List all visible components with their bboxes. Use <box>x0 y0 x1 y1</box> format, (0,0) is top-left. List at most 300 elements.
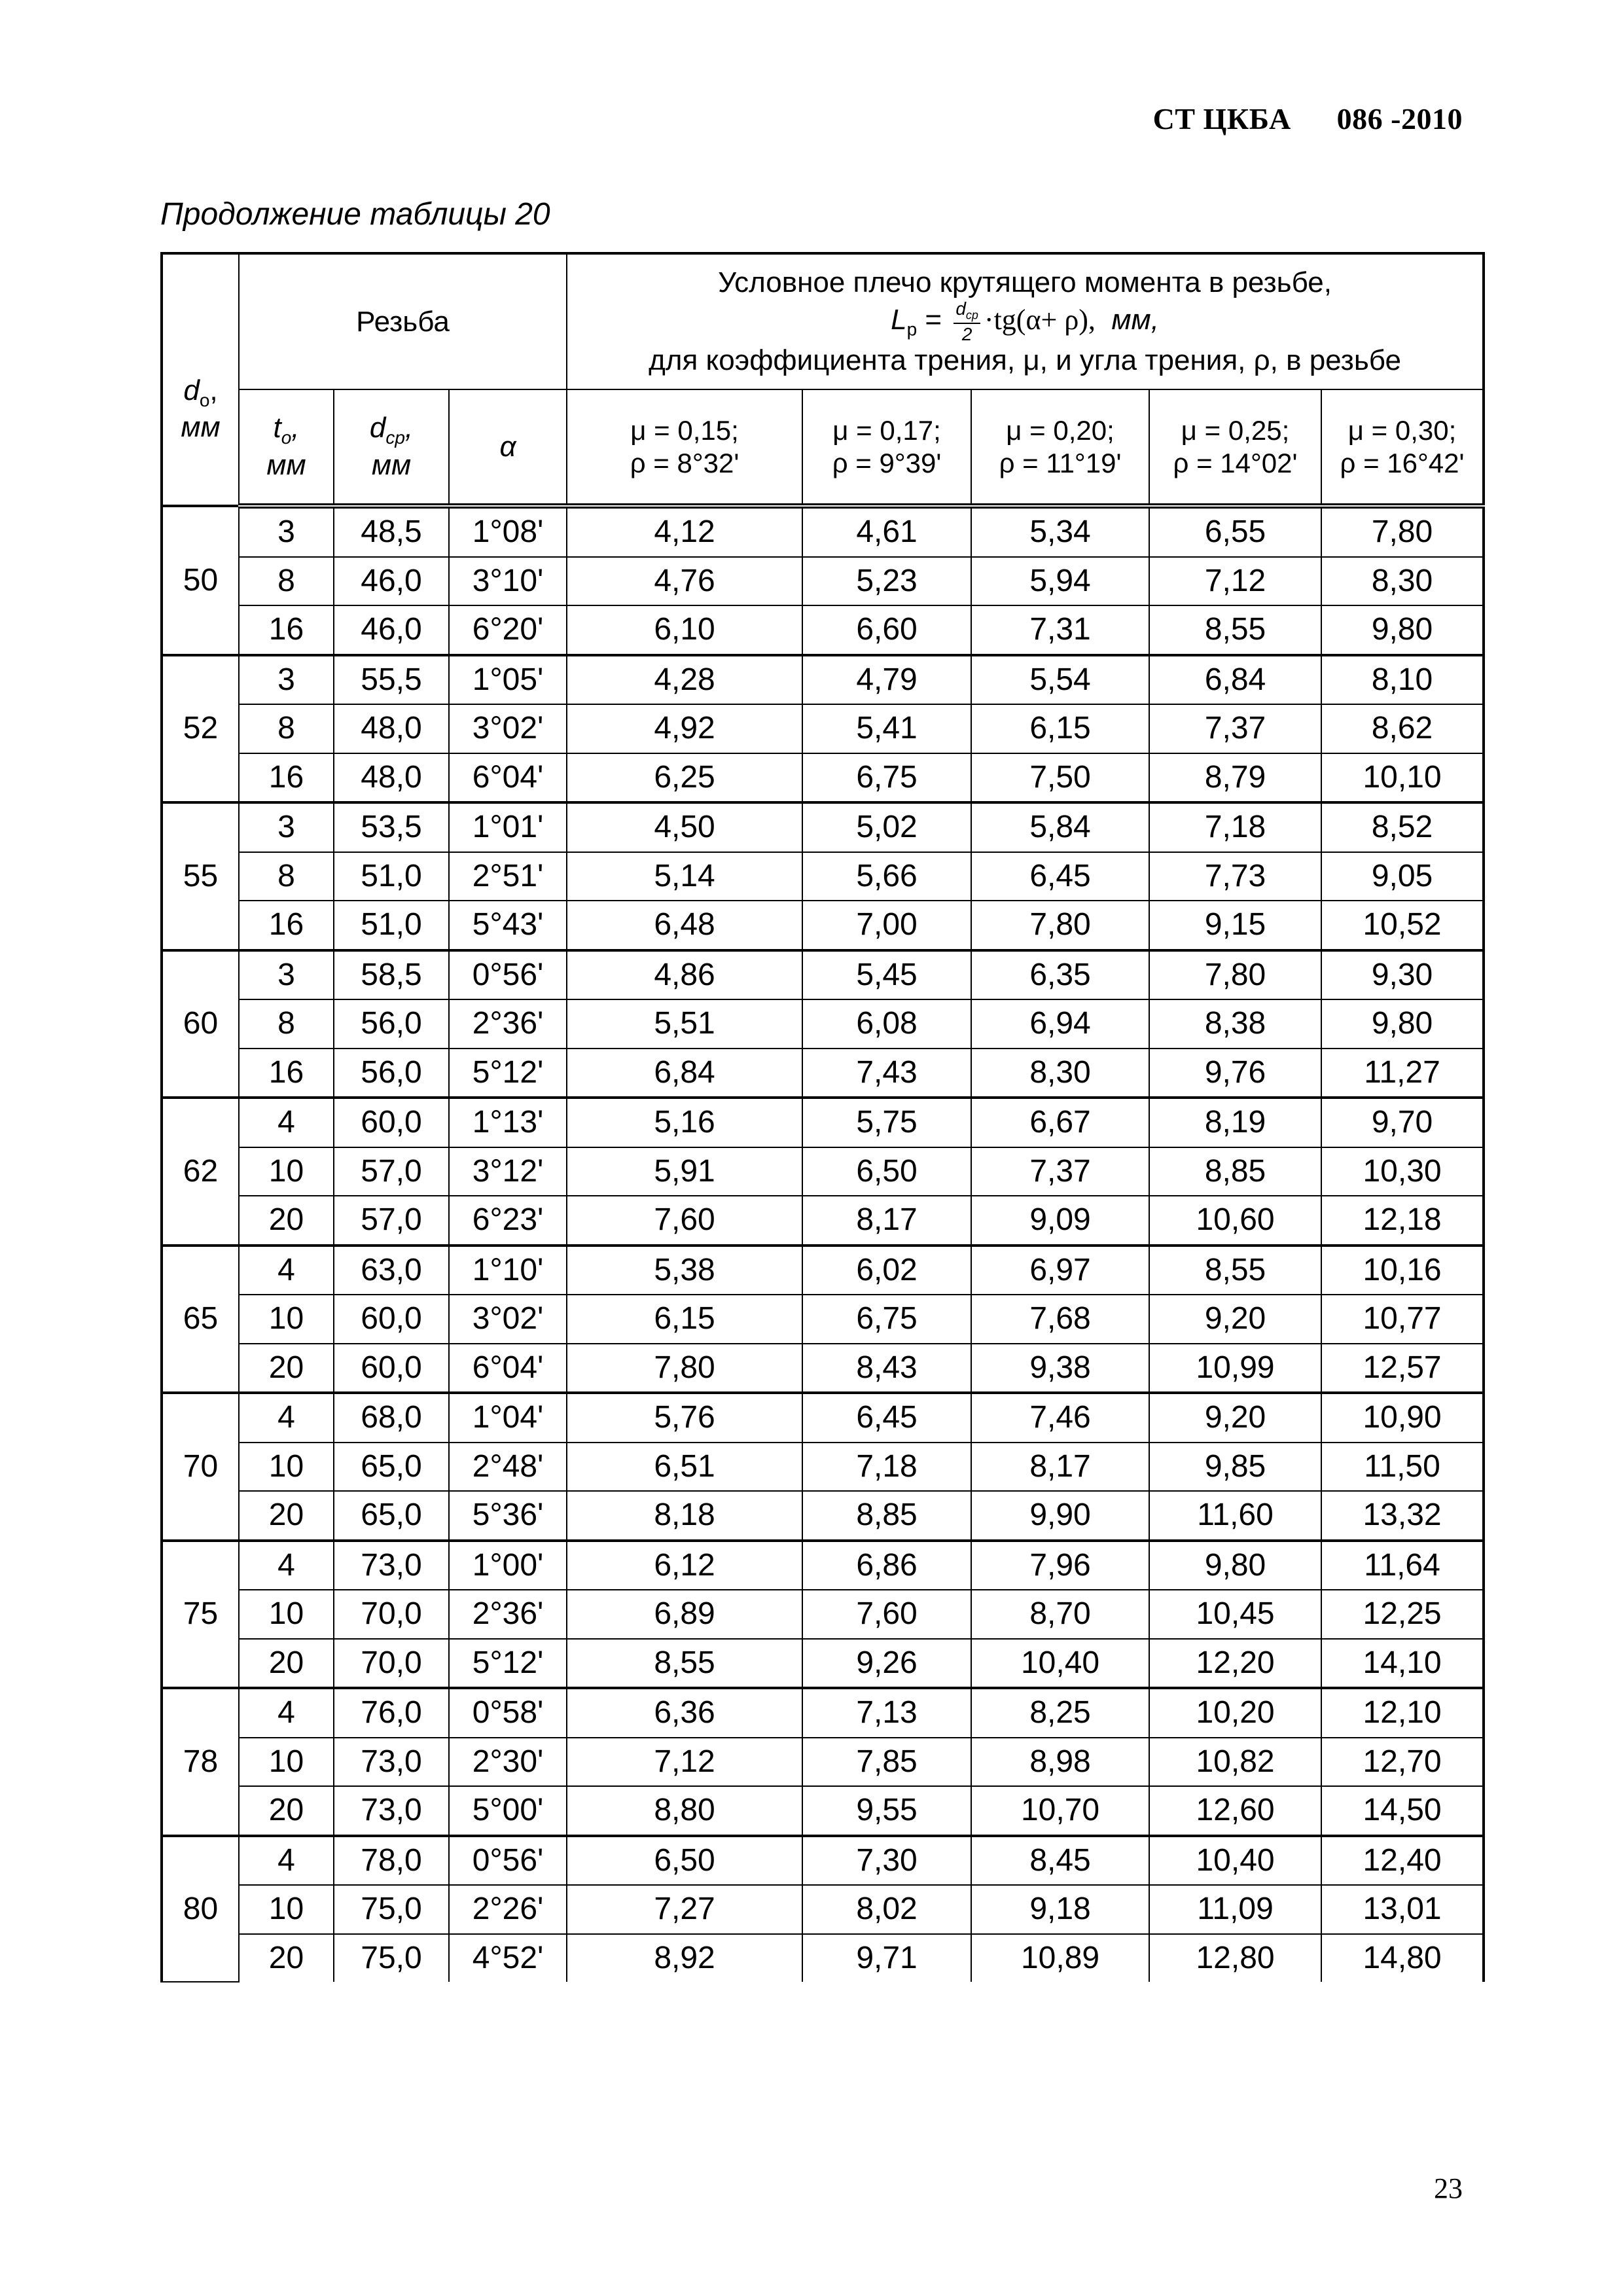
table-row <box>162 1541 1484 1590</box>
cell-alpha: 2°30' <box>449 1738 567 1787</box>
cell-arm-value: 7,80 <box>1149 950 1321 1000</box>
cell-arm-value: 8,55 <box>1149 1246 1321 1295</box>
table-row <box>162 1196 1484 1246</box>
cell-dcp: 51,0 <box>334 852 449 901</box>
cell-arm-value: 6,35 <box>971 950 1149 1000</box>
header-alpha: α <box>449 389 567 506</box>
cell-to: 16 <box>239 753 334 803</box>
cell-arm-value: 7,80 <box>1321 506 1484 557</box>
cell-arm-value: 5,54 <box>971 655 1149 705</box>
cell-dcp: 78,0 <box>334 1836 449 1886</box>
cell-arm-value: 12,20 <box>1149 1639 1321 1689</box>
cell-alpha: 1°01' <box>449 802 567 852</box>
cell-arm-value: 10,89 <box>971 1934 1149 1982</box>
header-to: $t_о$, мм <box>239 389 334 506</box>
cell-arm-value: 8,18 <box>567 1491 802 1541</box>
cell-to: 4 <box>239 1836 334 1886</box>
table-row <box>162 1934 1484 1982</box>
cell-arm-value: 5,51 <box>567 999 802 1049</box>
cell-to: 8 <box>239 557 334 606</box>
cell-arm-value: 8,19 <box>1149 1098 1321 1147</box>
cell-arm-value: 5,14 <box>567 852 802 901</box>
cell-arm-value: 8,85 <box>1149 1147 1321 1196</box>
cell-arm-value: 6,50 <box>802 1147 971 1196</box>
cell-to: 3 <box>239 506 334 557</box>
cell-arm-value: 6,45 <box>802 1393 971 1443</box>
cell-dcp: 60,0 <box>334 1295 449 1344</box>
header-dcp-unit: мм <box>371 448 412 481</box>
cell-arm-value: 9,20 <box>1149 1393 1321 1443</box>
cell-arm-value: 6,84 <box>567 1049 802 1098</box>
cell-dcp: 76,0 <box>334 1688 449 1738</box>
cell-arm-value: 5,66 <box>802 852 971 901</box>
cell-arm-value: 9,80 <box>1321 605 1484 655</box>
cell-arm-value: 10,10 <box>1321 753 1484 803</box>
cell-dcp: 73,0 <box>334 1738 449 1787</box>
cell-arm-value: 8,38 <box>1149 999 1321 1049</box>
cell-arm-value: 4,86 <box>567 950 802 1000</box>
cell-dcp: 60,0 <box>334 1098 449 1147</box>
cell-arm-value: 6,51 <box>567 1443 802 1492</box>
cell-arm-value: 9,26 <box>802 1639 971 1689</box>
table-row <box>162 901 1484 950</box>
cell-arm-value: 14,50 <box>1321 1786 1484 1836</box>
cell-arm-value: 5,23 <box>802 557 971 606</box>
cell-alpha: 2°36' <box>449 1590 567 1639</box>
header-arm-title: Условное плечо крутящего момента в резьбе, <box>718 266 1332 299</box>
cell-arm-value: 6,55 <box>1149 506 1321 557</box>
formula-equals: = <box>917 304 950 336</box>
cell-arm-value: 10,30 <box>1321 1147 1484 1196</box>
cell-dcp: 60,0 <box>334 1344 449 1393</box>
table-row <box>162 999 1484 1049</box>
table-row <box>162 1098 1484 1147</box>
cell-arm-value: 12,40 <box>1321 1836 1484 1886</box>
cell-to: 20 <box>239 1491 334 1541</box>
cell-do: 65 <box>162 1246 239 1393</box>
header-mu-030 <box>1321 389 1484 506</box>
cell-to: 10 <box>239 1885 334 1934</box>
cell-to: 8 <box>239 704 334 753</box>
table-body <box>162 506 1484 1982</box>
cell-alpha: 2°51' <box>449 852 567 901</box>
standard-number: 086 -2010 <box>1336 102 1463 135</box>
cell-arm-value: 7,50 <box>971 753 1149 803</box>
table-row <box>162 1590 1484 1639</box>
cell-arm-value: 9,15 <box>1149 901 1321 950</box>
cell-arm-value: 5,16 <box>567 1098 802 1147</box>
cell-arm-value: 10,90 <box>1321 1393 1484 1443</box>
cell-dcp: 56,0 <box>334 1049 449 1098</box>
cell-arm-value: 6,86 <box>802 1541 971 1590</box>
cell-arm-value: 11,64 <box>1321 1541 1484 1590</box>
cell-arm-value: 8,80 <box>567 1786 802 1836</box>
header-mu-value: μ = 0,30; <box>1347 414 1457 446</box>
cell-arm-value: 7,12 <box>1149 557 1321 606</box>
header-dcp-symbol: d <box>369 412 386 444</box>
cell-arm-value: 7,37 <box>1149 704 1321 753</box>
cell-arm-value: 7,43 <box>802 1049 971 1098</box>
cell-alpha: 0°56' <box>449 950 567 1000</box>
cell-arm-value: 10,45 <box>1149 1590 1321 1639</box>
cell-to: 20 <box>239 1196 334 1246</box>
cell-arm-value: 9,85 <box>1149 1443 1321 1492</box>
cell-dcp: 48,0 <box>334 753 449 803</box>
header-do-separator: , <box>209 374 218 406</box>
cell-dcp: 58,5 <box>334 950 449 1000</box>
cell-arm-value: 6,89 <box>567 1590 802 1639</box>
cell-alpha: 3°02' <box>449 1295 567 1344</box>
cell-to: 3 <box>239 950 334 1000</box>
cell-arm-value: 5,45 <box>802 950 971 1000</box>
table-row <box>162 753 1484 803</box>
cell-arm-value: 7,60 <box>567 1196 802 1246</box>
cell-arm-value: 5,94 <box>971 557 1149 606</box>
cell-do: 60 <box>162 950 239 1098</box>
cell-arm-value: 8,92 <box>567 1934 802 1982</box>
cell-arm-value: 7,30 <box>802 1836 971 1886</box>
cell-arm-value: 7,00 <box>802 901 971 950</box>
header-dcp-subscript: ср <box>385 427 405 448</box>
cell-dcp: 48,5 <box>334 506 449 557</box>
cell-dcp: 70,0 <box>334 1639 449 1689</box>
cell-do: 75 <box>162 1541 239 1689</box>
cell-to: 4 <box>239 1098 334 1147</box>
cell-arm-value: 9,71 <box>802 1934 971 1982</box>
cell-arm-value: 8,17 <box>802 1196 971 1246</box>
cell-alpha: 1°10' <box>449 1246 567 1295</box>
formula-rhs: ·tg(α+ ρ), <box>984 304 1096 336</box>
header-arm-formula <box>567 300 1482 344</box>
cell-arm-value: 8,17 <box>971 1443 1149 1492</box>
cell-to: 4 <box>239 1393 334 1443</box>
header-rho-value: ρ = 8°32' <box>630 447 740 478</box>
cell-arm-value: 9,05 <box>1321 852 1484 901</box>
cell-do: 80 <box>162 1836 239 1982</box>
cell-dcp: 70,0 <box>334 1590 449 1639</box>
cell-arm-value: 8,70 <box>971 1590 1149 1639</box>
cell-dcp: 73,0 <box>334 1541 449 1590</box>
cell-arm-value: 8,45 <box>971 1836 1149 1886</box>
cell-to: 10 <box>239 1147 334 1196</box>
formula-fraction-numerator-subscript: ср <box>965 308 978 322</box>
cell-arm-value: 4,28 <box>567 655 802 705</box>
header-do-symbol: d <box>183 374 200 406</box>
cell-to: 10 <box>239 1295 334 1344</box>
cell-arm-value: 6,15 <box>971 704 1149 753</box>
cell-arm-value: 8,55 <box>567 1639 802 1689</box>
cell-arm-value: 7,80 <box>567 1344 802 1393</box>
cell-arm-value: 6,75 <box>802 753 971 803</box>
table-row <box>162 1836 1484 1886</box>
header-rho-value: ρ = 14°02' <box>1173 447 1298 478</box>
header-rho-value: ρ = 16°42' <box>1340 447 1465 478</box>
cell-arm-value: 10,60 <box>1149 1196 1321 1246</box>
cell-arm-value: 6,02 <box>802 1246 971 1295</box>
cell-arm-value: 4,76 <box>567 557 802 606</box>
cell-arm-value: 10,82 <box>1149 1738 1321 1787</box>
cell-dcp: 46,0 <box>334 557 449 606</box>
cell-arm-value: 5,84 <box>971 802 1149 852</box>
cell-alpha: 5°00' <box>449 1786 567 1836</box>
cell-to: 10 <box>239 1443 334 1492</box>
formula-unit: мм, <box>1111 304 1159 336</box>
cell-arm-value: 10,40 <box>1149 1836 1321 1886</box>
table-row <box>162 506 1484 557</box>
header-mu-value: μ = 0,25; <box>1181 414 1290 446</box>
cell-dcp: 75,0 <box>334 1885 449 1934</box>
cell-arm-value: 5,41 <box>802 704 971 753</box>
cell-arm-value: 8,55 <box>1149 605 1321 655</box>
header-to-subscript: о <box>281 427 292 448</box>
header-thread-group: Резьба <box>239 253 567 389</box>
cell-arm-value: 4,79 <box>802 655 971 705</box>
cell-arm-value: 10,99 <box>1149 1344 1321 1393</box>
cell-alpha: 1°13' <box>449 1098 567 1147</box>
cell-alpha: 6°23' <box>449 1196 567 1246</box>
cell-arm-value: 8,79 <box>1149 753 1321 803</box>
formula-lhs-subscript: p <box>906 319 918 340</box>
cell-alpha: 0°56' <box>449 1836 567 1886</box>
cell-do: 78 <box>162 1688 239 1836</box>
table-row <box>162 1049 1484 1098</box>
cell-arm-value: 9,18 <box>971 1885 1149 1934</box>
cell-arm-value: 6,48 <box>567 901 802 950</box>
cell-arm-value: 5,02 <box>802 802 971 852</box>
cell-alpha: 1°05' <box>449 655 567 705</box>
cell-arm-value: 7,31 <box>971 605 1149 655</box>
cell-dcp: 53,5 <box>334 802 449 852</box>
cell-to: 8 <box>239 999 334 1049</box>
cell-dcp: 51,0 <box>334 901 449 950</box>
table-row <box>162 852 1484 901</box>
cell-arm-value: 4,92 <box>567 704 802 753</box>
cell-arm-value: 12,10 <box>1321 1688 1484 1738</box>
cell-to: 16 <box>239 605 334 655</box>
table-row <box>162 1443 1484 1492</box>
table-row <box>162 1738 1484 1787</box>
cell-do: 62 <box>162 1098 239 1246</box>
cell-arm-value: 4,12 <box>567 506 802 557</box>
cell-to: 8 <box>239 852 334 901</box>
cell-dcp: 75,0 <box>334 1934 449 1982</box>
cell-dcp: 65,0 <box>334 1443 449 1492</box>
cell-to: 4 <box>239 1541 334 1590</box>
cell-alpha: 2°36' <box>449 999 567 1049</box>
table-row <box>162 605 1484 655</box>
table-row <box>162 1393 1484 1443</box>
cell-arm-value: 13,01 <box>1321 1885 1484 1934</box>
cell-arm-value: 7,13 <box>802 1688 971 1738</box>
cell-arm-value: 12,18 <box>1321 1196 1484 1246</box>
cell-dcp: 57,0 <box>334 1147 449 1196</box>
cell-arm-value: 6,84 <box>1149 655 1321 705</box>
cell-arm-value: 7,18 <box>802 1443 971 1492</box>
cell-alpha: 4°52' <box>449 1934 567 1982</box>
cell-arm-value: 7,96 <box>971 1541 1149 1590</box>
header-do-subscript: о <box>199 389 210 410</box>
cell-alpha: 3°02' <box>449 704 567 753</box>
cell-arm-value: 5,34 <box>971 506 1149 557</box>
cell-to: 4 <box>239 1246 334 1295</box>
cell-arm-value: 8,52 <box>1321 802 1484 852</box>
cell-alpha: 3°10' <box>449 557 567 606</box>
cell-arm-value: 6,08 <box>802 999 971 1049</box>
cell-arm-value: 7,80 <box>971 901 1149 950</box>
cell-arm-value: 6,60 <box>802 605 971 655</box>
cell-arm-value: 12,25 <box>1321 1590 1484 1639</box>
cell-to: 3 <box>239 802 334 852</box>
cell-arm-value: 7,85 <box>802 1738 971 1787</box>
header-mu-020 <box>971 389 1149 506</box>
cell-to: 16 <box>239 901 334 950</box>
cell-arm-value: 8,25 <box>971 1688 1149 1738</box>
header-arm-group <box>567 253 1484 389</box>
table-row <box>162 557 1484 606</box>
header-mu-value: μ = 0,15; <box>630 414 739 446</box>
cell-dcp: 55,5 <box>334 655 449 705</box>
cell-arm-value: 9,30 <box>1321 950 1484 1000</box>
standard-code: СТ ЦКБА <box>1152 102 1291 135</box>
formula-fraction <box>954 300 980 344</box>
cell-arm-value: 5,91 <box>567 1147 802 1196</box>
cell-dcp: 73,0 <box>334 1786 449 1836</box>
cell-do: 52 <box>162 655 239 803</box>
cell-arm-value: 8,62 <box>1321 704 1484 753</box>
cell-arm-value: 9,20 <box>1149 1295 1321 1344</box>
cell-arm-value: 9,70 <box>1321 1098 1484 1147</box>
cell-do: 55 <box>162 802 239 950</box>
cell-arm-value: 14,80 <box>1321 1934 1484 1982</box>
cell-arm-value: 9,38 <box>971 1344 1149 1393</box>
header-rho-value: ρ = 9°39' <box>832 447 942 478</box>
cell-arm-value: 6,67 <box>971 1098 1149 1147</box>
header-mu-025 <box>1149 389 1321 506</box>
cell-alpha: 1°00' <box>449 1541 567 1590</box>
table-row <box>162 655 1484 705</box>
cell-dcp: 56,0 <box>334 999 449 1049</box>
cell-arm-value: 10,20 <box>1149 1688 1321 1738</box>
cell-alpha: 6°04' <box>449 753 567 803</box>
cell-arm-value: 4,50 <box>567 802 802 852</box>
header-rho-value: ρ = 11°19' <box>999 447 1122 478</box>
header-mu-015 <box>567 389 802 506</box>
table-row <box>162 950 1484 1000</box>
cell-alpha: 5°43' <box>449 901 567 950</box>
header-arm-subtitle: для коэффициента трения, μ, и угла трения, ρ, в резьбе <box>649 344 1401 376</box>
cell-arm-value: 6,10 <box>567 605 802 655</box>
cell-to: 4 <box>239 1688 334 1738</box>
cell-alpha: 3°12' <box>449 1147 567 1196</box>
cell-arm-value: 8,98 <box>971 1738 1149 1787</box>
cell-arm-value: 13,32 <box>1321 1491 1484 1541</box>
cell-arm-value: 9,90 <box>971 1491 1149 1541</box>
cell-arm-value: 12,70 <box>1321 1738 1484 1787</box>
cell-alpha: 5°36' <box>449 1491 567 1541</box>
header-to-unit: мм <box>266 448 306 481</box>
cell-alpha: 5°12' <box>449 1639 567 1689</box>
cell-arm-value: 6,97 <box>971 1246 1149 1295</box>
cell-arm-value: 9,09 <box>971 1196 1149 1246</box>
cell-to: 20 <box>239 1639 334 1689</box>
cell-arm-value: 8,10 <box>1321 655 1484 705</box>
cell-arm-value: 7,12 <box>567 1738 802 1787</box>
cell-alpha: 6°20' <box>449 605 567 655</box>
cell-to: 16 <box>239 1049 334 1098</box>
cell-arm-value: 8,85 <box>802 1491 971 1541</box>
cell-arm-value: 7,46 <box>971 1393 1149 1443</box>
cell-arm-value: 6,36 <box>567 1688 802 1738</box>
cell-do: 70 <box>162 1393 239 1541</box>
cell-arm-value: 5,38 <box>567 1246 802 1295</box>
cell-to: 20 <box>239 1786 334 1836</box>
cell-arm-value: 10,40 <box>971 1639 1149 1689</box>
cell-arm-value: 11,27 <box>1321 1049 1484 1098</box>
cell-alpha: 0°58' <box>449 1688 567 1738</box>
table-row <box>162 1786 1484 1836</box>
cell-arm-value: 6,75 <box>802 1295 971 1344</box>
header-mu-value: μ = 0,20; <box>1006 414 1115 446</box>
cell-arm-value: 10,16 <box>1321 1246 1484 1295</box>
cell-do: 50 <box>162 506 239 655</box>
cell-arm-value: 6,94 <box>971 999 1149 1049</box>
cell-arm-value: 7,27 <box>567 1885 802 1934</box>
cell-arm-value: 7,37 <box>971 1147 1149 1196</box>
table-row <box>162 1295 1484 1344</box>
cell-alpha: 1°08' <box>449 506 567 557</box>
header-do-unit: мм <box>181 411 221 444</box>
thread-torque-table <box>160 252 1485 1982</box>
header-dcp: $d_{ср}$, мм <box>334 389 449 506</box>
cell-arm-value: 7,60 <box>802 1590 971 1639</box>
page-number: 23 <box>1434 2172 1463 2204</box>
formula-lhs: L <box>891 304 907 336</box>
table-row <box>162 704 1484 753</box>
table-row <box>162 1147 1484 1196</box>
cell-dcp: 57,0 <box>334 1196 449 1246</box>
cell-dcp: 65,0 <box>334 1491 449 1541</box>
cell-arm-value: 8,30 <box>1321 557 1484 606</box>
cell-arm-value: 9,80 <box>1321 999 1484 1049</box>
table-row <box>162 1639 1484 1689</box>
cell-dcp: 68,0 <box>334 1393 449 1443</box>
cell-arm-value: 12,80 <box>1149 1934 1321 1982</box>
cell-dcp: 63,0 <box>334 1246 449 1295</box>
cell-to: 10 <box>239 1738 334 1787</box>
header-mu-017 <box>802 389 971 506</box>
cell-arm-value: 11,60 <box>1149 1491 1321 1541</box>
cell-arm-value: 12,60 <box>1149 1786 1321 1836</box>
cell-arm-value: 5,76 <box>567 1393 802 1443</box>
table-header <box>162 253 1484 506</box>
cell-arm-value: 7,68 <box>971 1295 1149 1344</box>
cell-arm-value: 7,73 <box>1149 852 1321 901</box>
header-to-symbol: t <box>273 412 281 444</box>
cell-dcp: 48,0 <box>334 704 449 753</box>
cell-alpha: 2°26' <box>449 1885 567 1934</box>
table-row <box>162 1344 1484 1393</box>
cell-arm-value: 8,30 <box>971 1049 1149 1098</box>
cell-arm-value: 11,09 <box>1149 1885 1321 1934</box>
cell-arm-value: 4,61 <box>802 506 971 557</box>
cell-alpha: 2°48' <box>449 1443 567 1492</box>
cell-arm-value: 6,15 <box>567 1295 802 1344</box>
table-row <box>162 1688 1484 1738</box>
cell-dcp: 46,0 <box>334 605 449 655</box>
cell-arm-value: 6,50 <box>567 1836 802 1886</box>
standard-header <box>1153 101 1463 136</box>
cell-arm-value: 10,70 <box>971 1786 1149 1836</box>
